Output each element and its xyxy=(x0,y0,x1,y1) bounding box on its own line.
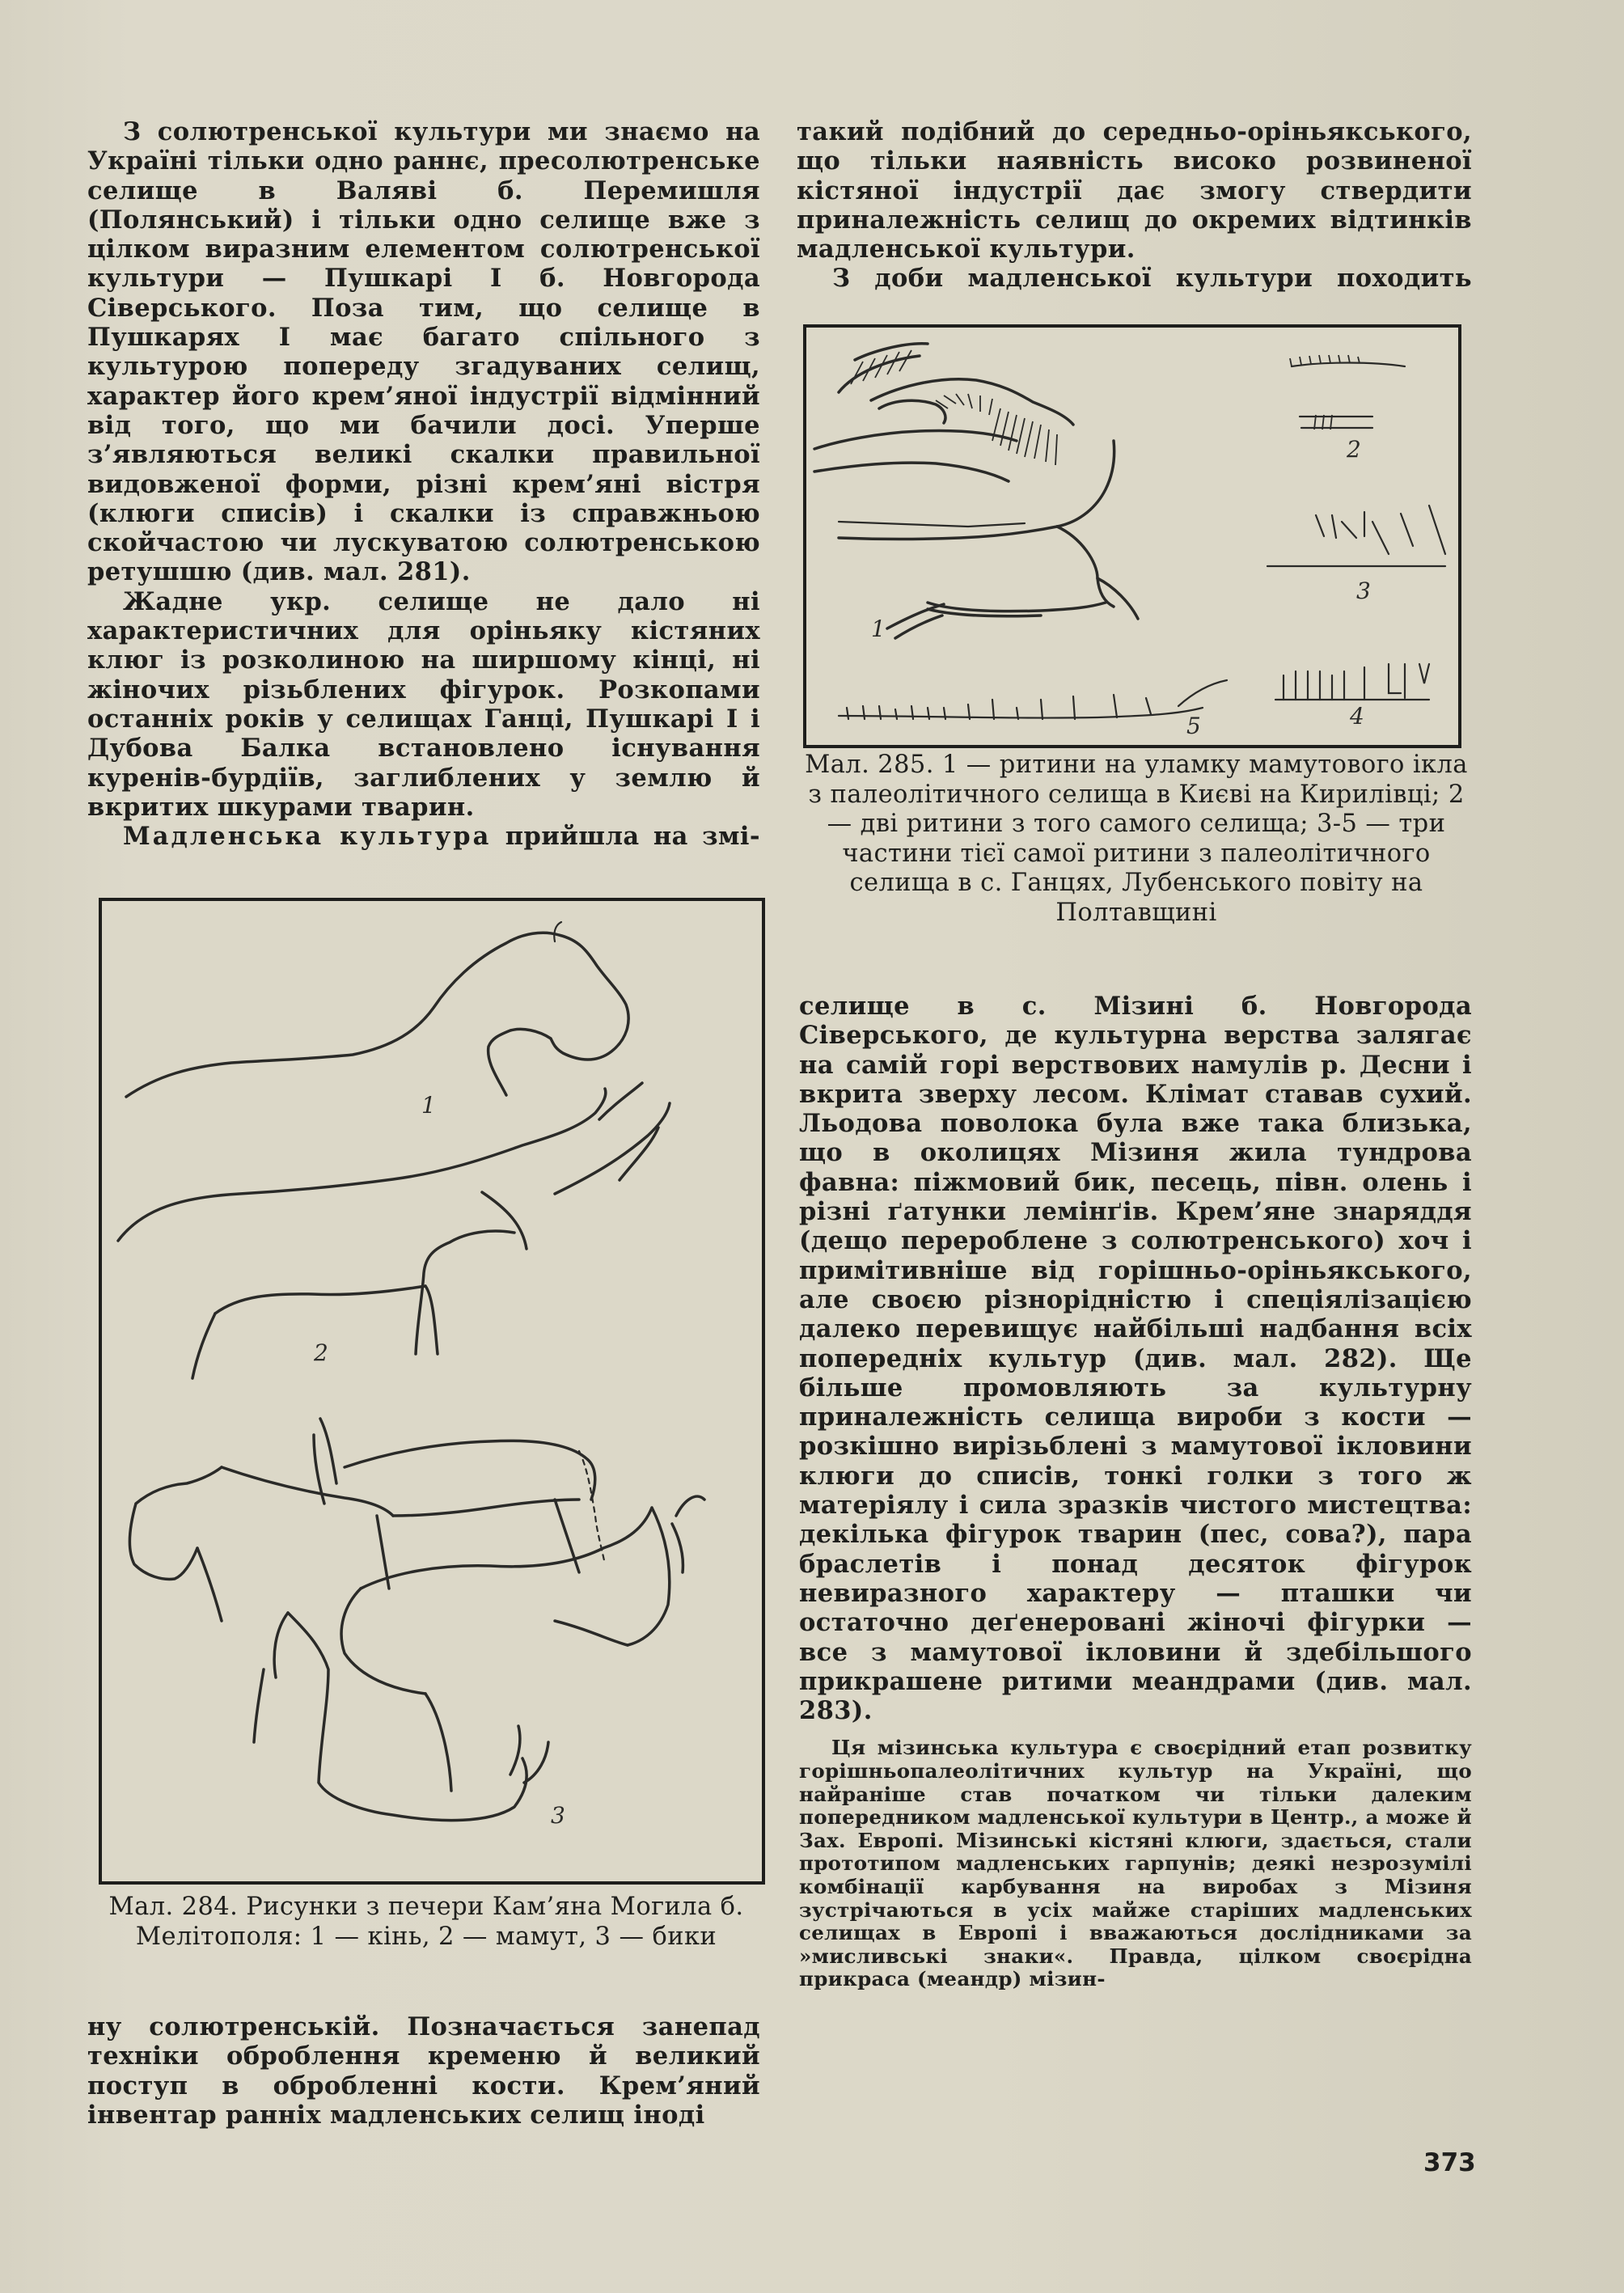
engraving-5-baseline xyxy=(839,708,1203,718)
mammoth-belly xyxy=(215,1286,425,1314)
engraving-1-hatching-top xyxy=(851,350,911,384)
bull-4-body xyxy=(288,1613,527,1821)
bull-4-horns xyxy=(510,1726,548,1783)
bull-horns xyxy=(314,1419,336,1504)
mammoth-tusk xyxy=(555,1103,670,1194)
paragraph-mizyn: селище в с. Мізині б. Новгорода Сіверського, де культурна верства залягає на самій горі верствових намулів р. Десни і вкрита зверху лесом. Клімат ставав сухий. Льодова поволока була вже така близька, що в околицях Мізиня жила тундрова фавна: піжмовий бик, песець, півн. олень і різні ґатунки лемінґів. Крем’яне знаряддя (дещо перероблене з солютренського) хоч і примітивніше від горішньо-оріньякського, але своєю різнорідністю і спеціялізацією далеко перевищує найбільші надбання всіх попередніх культур (див. мал. 282). Ще більше промовляють за культурну приналежність селища вироби з кости — розкішно вирізьблені з мамутової ікловини клюги до списів, тонкі голки з того ж матеріялу і сила зразків чистого мистецтва: декілька фігурок тварин (пес, сова?), пара браслетів і понад десяток фігурок невиразного характеру — пташки чи остаточно деґенеровані жіночі фігурки — все з мамутової ікловини й здебільшого прикрашене ритими меандрами (див. мал. 283). xyxy=(799,992,1472,1726)
engraving-1-fish-head xyxy=(879,400,945,423)
figure-284-caption: Мал. 284. Рисунки з печери Кам’яна Могила б. Мелітополя: 1 — кінь, 2 — мамут, 3 — бики xyxy=(108,1893,744,1951)
bull-3-leg xyxy=(425,1694,451,1791)
bull-4-front xyxy=(254,1613,288,1742)
paragraph-solutrean: З солютренської культури ми знаємо на Україні тільки одно раннє, пресолютренське селище в Валяві б. Перемишля (Полянський) і тільки одно селище вже з цілком виразним елементом солютренської культури — Пушкарі І б. Новгорода Сіверського. Поза тим, що селище в Пушкарях І має багато спільного з культурою попереду згадуваних селищ, характер його крем’яної індустрії відмінний від того, що ми бачили досі. Уперше з’являються великі скалки правильної видовженої форми, різні крем’яні вістря (клюги списів) і скалки із справжньою скойчастою чи лускуватою солютренською ретушшю (див. мал. 281). xyxy=(87,117,760,587)
bull-3-back xyxy=(361,1508,670,1645)
page-number: 373 xyxy=(1423,2148,1476,2177)
figure-284-label-1: 1 xyxy=(421,1092,436,1119)
left-column-bottom xyxy=(87,2012,760,2130)
engraving-1-fragment xyxy=(814,344,1138,642)
engraving-1-line-f xyxy=(928,603,1106,611)
bull-2-belly xyxy=(393,1500,579,1516)
figure-284-drawings xyxy=(99,898,765,1885)
figure-285-label-2: 2 xyxy=(1347,436,1361,463)
bull-1-back xyxy=(222,1467,393,1516)
engraving-1-line-a xyxy=(814,431,1017,450)
paragraph-decline: ну солютренській. Позначається занепад техніки оброблення кременю й великий поступ в обробленні кости. Крем’яний інвентар ранніх мадленських селищ іноді xyxy=(87,2012,760,2130)
engraving-5-curve xyxy=(1178,680,1227,706)
figure-285-label-1: 1 xyxy=(871,616,886,642)
bull-3-belly xyxy=(555,1621,628,1645)
engraving-1-line-b xyxy=(814,463,1009,481)
engraving-2-line-a xyxy=(1292,363,1405,367)
horse-outline xyxy=(126,933,628,1097)
figure-284-label-3: 3 xyxy=(551,1802,565,1829)
engraving-3 xyxy=(1267,506,1445,604)
figure-285-label-3: 3 xyxy=(1356,577,1371,604)
engraving-2-line-b xyxy=(1300,417,1372,428)
mammoth-hind-leg xyxy=(192,1314,215,1378)
bull-1-head xyxy=(129,1467,222,1579)
right-column-top xyxy=(797,117,1472,294)
figure-285-label-4: 4 xyxy=(1350,703,1364,730)
cave-drawings-svg xyxy=(102,901,762,1881)
engraving-1-line-d xyxy=(1057,527,1114,607)
engraving-4-strokes xyxy=(1284,664,1429,700)
heading-magdalenian: Мадленська культура xyxy=(123,822,492,852)
spacer xyxy=(799,1725,1472,1737)
paragraph-mizyn-culture: Ця мізинська культура є своєрідний етап розвитку горішньопалеолітичних культур на Україні, що найраніше став початком чи тільки далеким попередником мадленської культури в Центр., а може й Зах. Европі. Мізинські кістяні клюги, здається, стали прототипом мадленських гарпунів; деякі незрозумілі комбінації карбування на виробах з Мізиня зустрічаються в усіх майже старіших мадленських селищах в Европі і вважаються дослідниками за »мисливські знаки«. Правда, цілком своєрідна прикраса (меандр) мізин- xyxy=(799,1736,1472,1991)
figure-285-label-5: 5 xyxy=(1186,713,1201,739)
engraving-3-strokes xyxy=(1316,506,1445,554)
right-column-bottom xyxy=(799,992,1472,1991)
paragraph-magdalenian-origin: З доби мадленської культури походить xyxy=(832,264,1472,294)
bull-3-chest xyxy=(341,1589,425,1694)
mammoth-back xyxy=(118,1089,606,1241)
engraving-2 xyxy=(1290,355,1405,463)
mammoth-front-leg xyxy=(416,1231,514,1354)
paragraph-magdalenian-start xyxy=(87,822,760,851)
engraving-1-line-c xyxy=(839,441,1114,539)
bull-1-leg xyxy=(197,1548,222,1621)
bull-3-horns xyxy=(672,1496,704,1572)
mammoth-trunk-tip xyxy=(482,1192,527,1249)
paragraph-bone-industry: такий подібний до середньо-оріньякського, що тільки наявність високо розвиненої кістяної індустрії дає змогу ствердити приналежність селищ до окремих відтинків мадленської культури. xyxy=(797,117,1472,264)
figure-285-caption: Мал. 285. 1 — ритини на уламку мамутового ікла з палеолітичного селища в Києві на Кирилівці; 2 — дві ритини з того самого селища; 3-5 — три частини тієї самої ритини з палеолітичного селища в с. Ганцях, Лубенського повіту на Полтавщині xyxy=(805,751,1468,927)
horse-ear xyxy=(554,922,561,941)
engraving-1-line-h xyxy=(887,604,944,638)
engraving-5 xyxy=(839,680,1227,739)
paragraph-no-aurignac: Жадне укр. селище не дало ні характеристичних для оріньяку кістяних клюг із розколиною на ширшому кінці, ні жіночих різьблених фігурок. Розкопами останніх років у селищах Ганці, Пушкарі І і Дубова Балка встановлено існування куренів-бурдіїв, заглиблених у землю й вкритих шкурами тварин. xyxy=(87,586,760,822)
bull-2-back xyxy=(345,1441,595,1500)
figure-285-engravings xyxy=(803,324,1461,748)
engraving-1-line-e xyxy=(839,522,1025,527)
engraving-4 xyxy=(1275,664,1429,730)
paragraph-magdalenian-start-text: прийшла на змі- xyxy=(491,822,760,852)
mammoth-leg-2 xyxy=(425,1286,438,1354)
left-column xyxy=(87,117,760,851)
engravings-svg xyxy=(806,328,1458,745)
figure-284-label-2: 2 xyxy=(314,1339,328,1366)
